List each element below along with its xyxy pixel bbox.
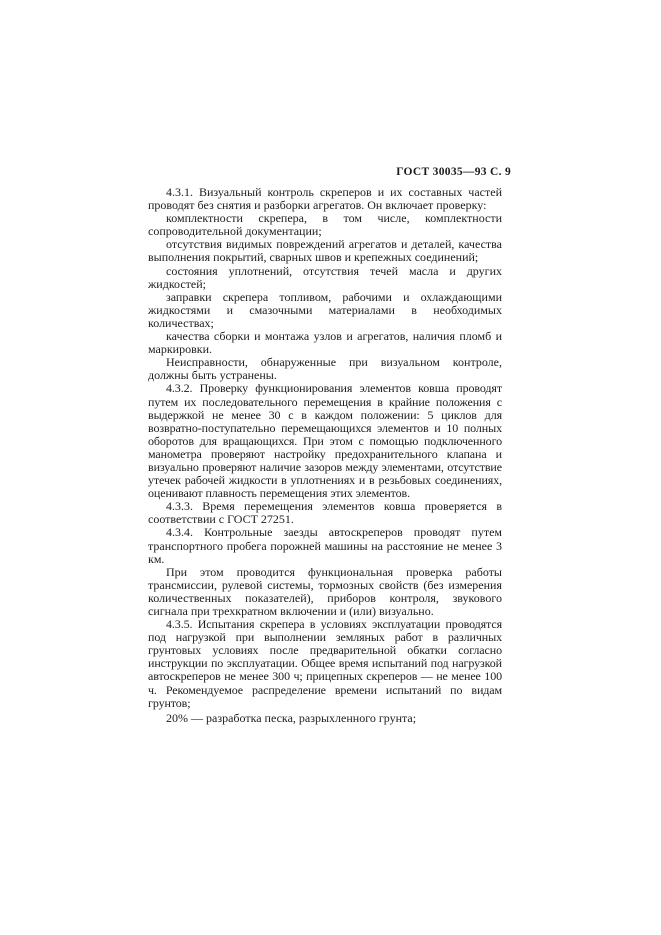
paragraph-sand-20-percent: 20% — разработка песка, разрыхленного грунта;	[166, 710, 417, 725]
paragraph-functional-check: При этом проводится функциональная проверка работы трансмиссии, рулевой системы, тормозных свойств (без измерения количественных показателей), приборов контроля, звукового сигнала при трехкратном включении и (или) визуально.	[148, 564, 502, 618]
list-item-fueling: заправки скрепера топливом, рабочими и охлаждающими жидкостями и смазочными материалами в необходимых количествах;	[148, 289, 502, 330]
paragraph-4-3-5: 4.3.5. Испытания скрепера в условиях эксплуатации проводятся под нагрузкой при выполнении земляных работ в различных грунтовых условиях после предварительной обкатки согласно инструкции по эксплуатации. Общее время испытаний под нагрузкой автоскреперов не менее 300 ч; прицепных скреперов — не менее 100 ч. Рекомендуемое распределение времени испытаний по видам грунтов;	[148, 617, 502, 710]
paragraph-defects: Неисправности, обнаруженные при визуальном контроле, должны быть устранены.	[148, 355, 502, 383]
list-item-seals: состояния уплотнений, отсутствия течей масла и других жидкостей;	[148, 263, 502, 291]
paragraph-4-3-3: 4.3.3. Время перемещения элементов ковша проверяется в соответствии с ГОСТ 27251.	[148, 499, 502, 527]
document-body	[148, 186, 502, 725]
paragraph-4-3-4: 4.3.4. Контрольные заезды автоскреперов проводят путем транспортного пробега порожней машины на расстояние не менее 3 км.	[148, 525, 502, 566]
page-header: ГОСТ 30035—93 С. 9	[396, 166, 511, 178]
list-item-damage: отсутствия видимых повреждений агрегатов и деталей, качества выполнения покрытий, сварных швов и крепежных соединений;	[148, 237, 502, 265]
paragraph-4-3-1: 4.3.1. Визуальный контроль скреперов и их составных частей проводят без снятия и разборки агрегатов. Он включает проверку:	[148, 185, 502, 213]
list-item-assembly: качества сборки и монтажа узлов и агрегатов, наличия пломб и маркировки.	[148, 329, 502, 357]
paragraph-4-3-2: 4.3.2. Проверку функционирования элементов ковша проводят путем их последовательного перемещения в крайние положения с выдержкой не менее 30 с в каждом положении: 5 циклов для возвратно-поступательно перемещающихся элементов и 10 полных оборотов для вращающихся. При этом с помощью подключенного манометра проверяют настройку предохранительного клапана и визуально проверяют наличие зазоров между элементами, отсутствие утечек рабочей жидкости в уплотнениях и в резьбовых соединениях, оценивают плавность перемещения этих элементов.	[148, 381, 502, 501]
list-item-completeness: комплектности скрепера, в том числе, комплектности сопроводительной документации;	[148, 211, 502, 239]
